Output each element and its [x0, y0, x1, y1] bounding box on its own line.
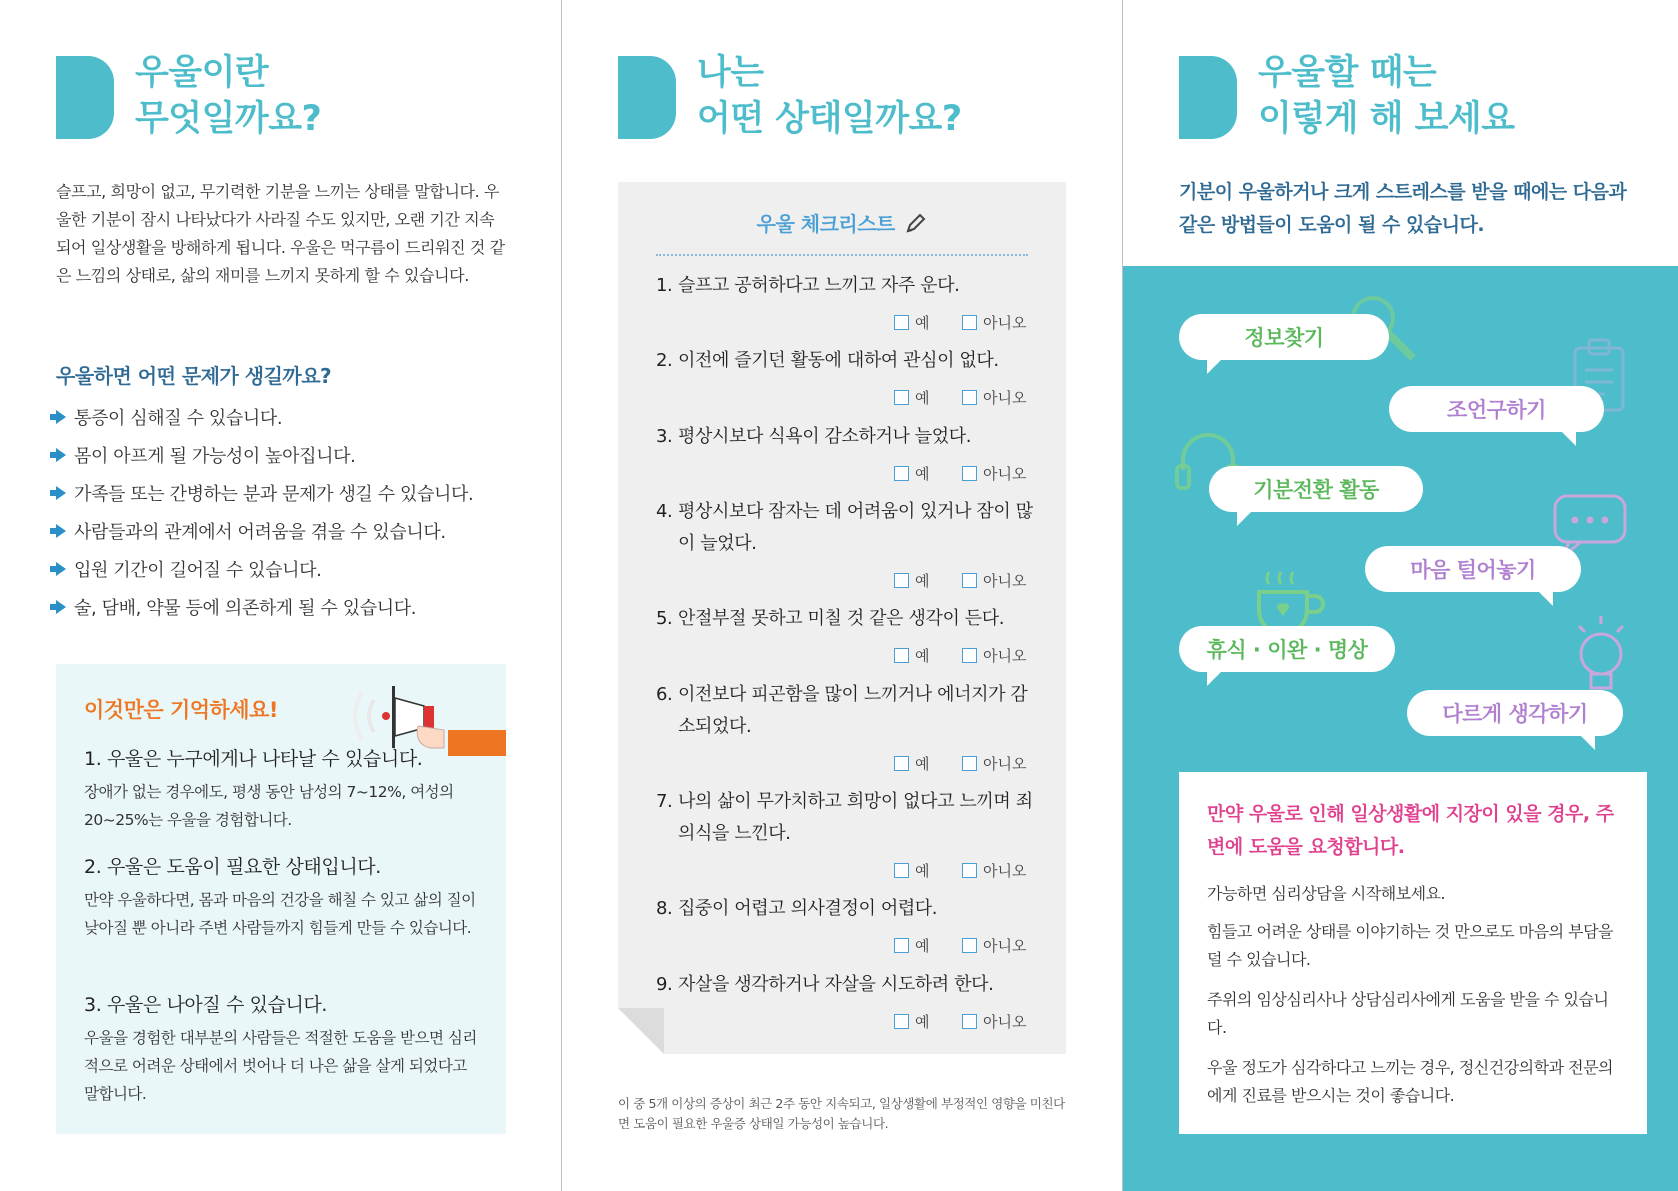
- help-paragraph: 우울 정도가 심각하다고 느끼는 경우, 정신건강의학과 전문의에게 진료를 받으시는 것이 좋습니다.: [1207, 1058, 1614, 1105]
- problems-list: [56, 398, 473, 626]
- panel-coping-methods: [1122, 0, 1678, 1191]
- help-paragraph: 힘들고 어려운 상태를 이야기하는 것 만으로도 마음의 부담을 덜 수 있습니다.: [1207, 922, 1614, 969]
- page-title: 나는 어떤 상태일까요?: [697, 53, 962, 139]
- no-checkbox[interactable]: 아니오: [962, 387, 1026, 408]
- remember-item-desc: 장애가 없는 경우에도, 평생 동안 남성의 7~12%, 여성의 20~25%는 우울을 경험합니다.: [84, 783, 454, 829]
- arrow-icon: [56, 448, 66, 462]
- method-bubble-reframe: 다르게 생각하기: [1407, 690, 1623, 736]
- yes-checkbox[interactable]: 예: [894, 387, 930, 408]
- method-bubble-rest: 휴식 · 이완 · 명상: [1179, 626, 1395, 672]
- problems-heading: 우울하면 어떤 문제가 생길까요?: [56, 364, 332, 388]
- help-paragraph: 주위의 임상심리사나 상담심리사에게 도움을 받을 수 있습니다.: [1207, 990, 1609, 1037]
- no-checkbox[interactable]: 아니오: [962, 463, 1026, 484]
- arrow-icon: [56, 562, 66, 576]
- yes-checkbox[interactable]: 예: [894, 935, 930, 956]
- help-request-title: 만약 우울로 인해 일상생활에 지장이 있을 경우, 주변에 도움을 요청합니다.: [1207, 803, 1614, 858]
- no-checkbox[interactable]: 아니오: [962, 1011, 1026, 1032]
- lightbulb-icon: [1569, 612, 1633, 702]
- no-checkbox[interactable]: 아니오: [962, 753, 1026, 774]
- no-checkbox[interactable]: 아니오: [962, 312, 1026, 333]
- list-item: 입원 기간이 길어질 수 있습니다.: [56, 550, 473, 588]
- intro-paragraph: 슬프고, 희망이 없고, 무기력한 기분을 느끼는 상태를 말합니다. 우울한 기분이 잠시 나타났다가 사라질 수도 있지만, 오랜 기간 지속되어 일상생활을 방해하게 됩니다. 우울은 먹구름이 드리워진 것 같은 느낌의 상태로, 삶의 재미를 느끼지 못하게 할 수 있습니다.: [56, 182, 505, 285]
- checklist-question: 5. 안절부절 못하고 미칠 것 같은 생각이 든다.: [656, 608, 1005, 629]
- yes-checkbox[interactable]: 예: [894, 463, 930, 484]
- list-item: 가족들 또는 간병하는 분과 문제가 생길 수 있습니다.: [56, 474, 473, 512]
- method-bubble-talk: 마음 털어놓기: [1365, 546, 1581, 592]
- coping-intro: 기분이 우울하거나 크게 스트레스를 받을 때에는 다음과 같은 방법들이 도움이 될 수 있습니다.: [1179, 181, 1627, 236]
- no-checkbox[interactable]: 아니오: [962, 935, 1026, 956]
- method-bubble-diversion: 기분전환 활동: [1209, 466, 1423, 512]
- pencil-icon: [905, 212, 927, 234]
- checklist-question: 2. 이전에 즐기던 활동에 대하여 관심이 없다.: [656, 350, 999, 371]
- yes-checkbox[interactable]: 예: [894, 753, 930, 774]
- yes-checkbox[interactable]: 예: [894, 570, 930, 591]
- title-accent-block: [618, 56, 676, 139]
- checklist-question: 4. 평상시보다 잠자는 데 어려움이 있거나 잠이 많이 늘었다.: [656, 501, 1033, 554]
- remember-item-title: 1. 우울은 누구에게나 나타날 수 있습니다.: [84, 748, 423, 770]
- no-checkbox[interactable]: 아니오: [962, 570, 1026, 591]
- remember-box: [56, 664, 506, 1134]
- list-item: 통증이 심해질 수 있습니다.: [56, 398, 473, 436]
- title-accent-block: [1179, 56, 1237, 139]
- arrow-icon: [56, 410, 66, 424]
- method-bubble-advice: 조언구하기: [1389, 386, 1604, 432]
- checklist-question: 6. 이전보다 피곤함을 많이 느끼거나 에너지가 감소되었다.: [656, 684, 1028, 737]
- yes-checkbox[interactable]: 예: [894, 860, 930, 881]
- remember-item-desc: 우울을 경험한 대부분의 사람들은 적절한 도움을 받으면 심리적으로 어려운 상태에서 벗어나 더 나은 삶을 살게 되었다고 말합니다.: [84, 1029, 477, 1103]
- list-item: 사람들과의 관계에서 어려움을 겪을 수 있습니다.: [56, 512, 473, 550]
- panel-self-check: [561, 0, 1122, 1191]
- help-request-box: [1179, 772, 1647, 1134]
- yes-checkbox[interactable]: 예: [894, 645, 930, 666]
- checklist-question: 3. 평상시보다 식욕이 감소하거나 늘었다.: [656, 426, 972, 447]
- checklist-question: 8. 집중이 어렵고 의사결정이 어렵다.: [656, 898, 938, 919]
- arrow-icon: [56, 600, 66, 614]
- list-item: 몸이 아프게 될 가능성이 높아집니다.: [56, 436, 473, 474]
- arrow-icon: [56, 524, 66, 538]
- no-checkbox[interactable]: 아니오: [962, 645, 1026, 666]
- page-title: 우울이란 무엇일까요?: [135, 53, 322, 139]
- checklist-title: 우울 체크리스트: [618, 208, 1066, 237]
- checklist-question: 1. 슬프고 공허하다고 느끼고 자주 운다.: [656, 275, 960, 296]
- page-fold-corner: [618, 1008, 664, 1054]
- remember-item-title: 3. 우울은 나아질 수 있습니다.: [84, 994, 328, 1016]
- method-bubble-info: 정보찾기: [1179, 314, 1389, 360]
- help-paragraph: 가능하면 심리상담을 시작해보세요.: [1207, 884, 1446, 903]
- checklist-footnote: 이 중 5개 이상의 증상이 최근 2주 동안 지속되고, 일상생활에 부정적인 영향을 미친다면 도움이 필요한 우울증 상태일 가능성이 높습니다.: [618, 1096, 1065, 1131]
- remember-item-title: 2. 우울은 도움이 필요한 상태입니다.: [84, 856, 381, 878]
- yes-checkbox[interactable]: 예: [894, 312, 930, 333]
- checklist-question: 7. 나의 삶이 무가치하고 희망이 없다고 느끼며 죄의식을 느낀다.: [656, 791, 1033, 844]
- list-item: 술, 담배, 약물 등에 의존하게 될 수 있습니다.: [56, 588, 473, 626]
- page-title: 우울할 때는 이렇게 해 보세요: [1258, 53, 1515, 139]
- depression-checklist: [618, 182, 1066, 1054]
- remember-title: 이것만은 기억하세요!: [84, 698, 278, 722]
- title-accent-block: [56, 56, 114, 139]
- remember-item-desc: 만약 우울하다면, 몸과 마음의 건강을 해칠 수 있고 삶의 질이 낮아질 뿐 아니라 주변 사람들까지 힘들게 만들 수 있습니다.: [84, 891, 476, 937]
- no-checkbox[interactable]: 아니오: [962, 860, 1026, 881]
- arrow-icon: [56, 486, 66, 500]
- checklist-question: 9. 자살을 생각하거나 자살을 시도하려 한다.: [656, 974, 994, 995]
- panel-what-is-depression: [0, 0, 561, 1191]
- dotted-divider: [656, 254, 1028, 256]
- yes-checkbox[interactable]: 예: [894, 1011, 930, 1032]
